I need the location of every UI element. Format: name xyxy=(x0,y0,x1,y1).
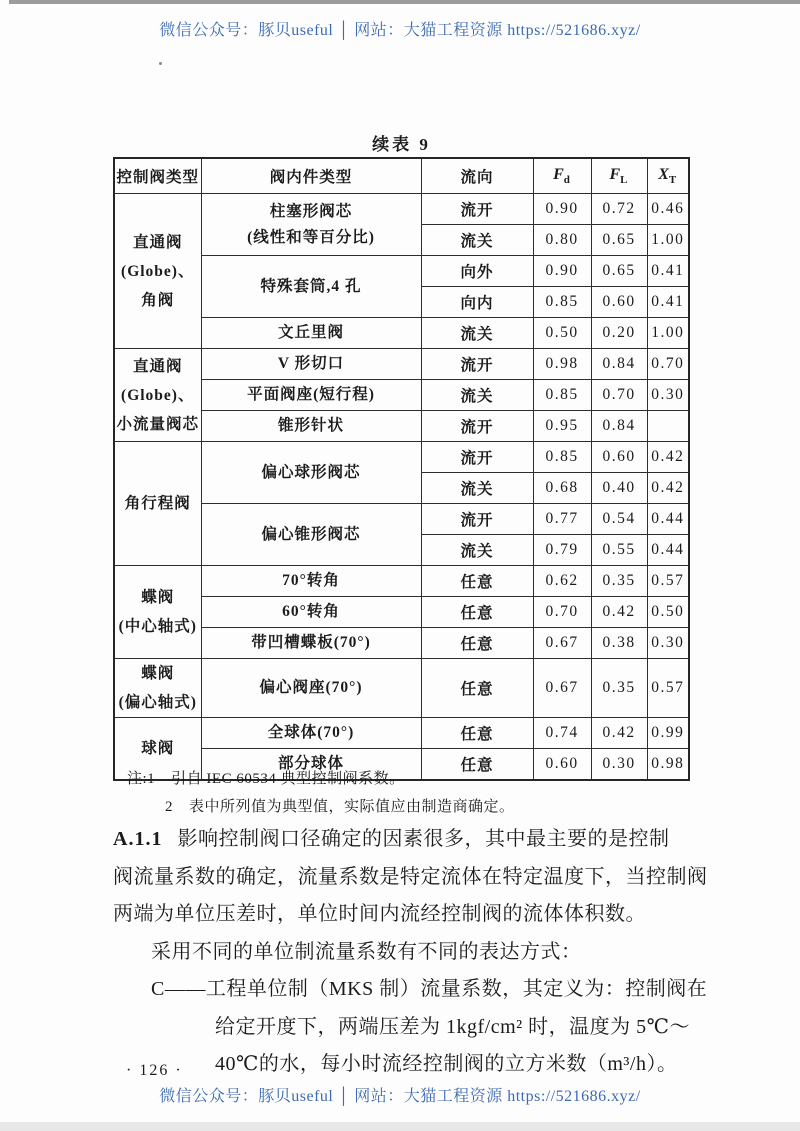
cell-line: 70°转角 xyxy=(282,572,340,589)
fd-value-cell: 0.85 xyxy=(533,287,591,318)
fd-value-cell: 0.62 xyxy=(533,566,591,597)
xt-value-cell: 0.70 xyxy=(647,349,689,380)
scan-edge-bottom xyxy=(0,1122,800,1131)
clause-number: A.1.1 xyxy=(113,828,163,850)
flow-direction-cell: 流开 xyxy=(421,194,533,225)
cell-line: 直通阀 xyxy=(132,357,183,375)
fd-value-cell: 0.50 xyxy=(533,318,591,349)
trim-type-cell xyxy=(201,318,421,349)
table-row xyxy=(114,380,689,411)
trim-type-cell xyxy=(201,442,421,504)
flow-direction-cell: 流开 xyxy=(421,411,533,442)
flow-direction-cell: 任意 xyxy=(421,597,533,628)
fd-value-cell: 0.67 xyxy=(533,659,591,718)
symbol-subscript: d xyxy=(563,174,571,187)
cell-line: 平面阀座(短行程) xyxy=(247,386,375,403)
xt-value-cell: 0.44 xyxy=(647,535,689,566)
symbol-label: X xyxy=(658,165,669,183)
text-line xyxy=(113,1046,695,1084)
cell-line: (中心轴式) xyxy=(118,618,197,635)
table-row xyxy=(114,411,689,442)
text-line xyxy=(113,896,695,934)
fd-value-cell: 0.85 xyxy=(533,442,591,473)
fl-value-cell: 0.65 xyxy=(591,256,647,287)
fd-value-cell: 0.79 xyxy=(533,535,591,566)
fd-value-cell: 0.98 xyxy=(533,349,591,380)
flow-direction-cell: 流关 xyxy=(421,473,533,504)
trim-type-cell xyxy=(201,504,421,566)
cell-line: 全球体(70°) xyxy=(267,724,355,741)
symbol-subscript: T xyxy=(668,174,678,187)
fl-value-cell: 0.42 xyxy=(591,597,647,628)
fd-value-cell: 0.80 xyxy=(533,225,591,256)
fl-value-cell: 0.70 xyxy=(591,380,647,411)
cell-line: V 形切口 xyxy=(277,355,345,372)
fd-value-cell: 0.70 xyxy=(533,597,591,628)
fl-value-cell: 0.40 xyxy=(591,473,647,504)
xt-value-cell: 0.42 xyxy=(647,442,689,473)
trim-type-cell xyxy=(201,194,421,256)
trim-type-cell xyxy=(201,659,421,718)
valve-type-cell xyxy=(114,566,201,659)
cell-line: 柱塞形阀芯 xyxy=(269,202,353,220)
table-row xyxy=(114,349,689,380)
table-title: 续表 9 xyxy=(372,135,431,154)
table-row xyxy=(114,194,689,225)
cell-line: (线性和等百分比) xyxy=(247,228,375,246)
cell-line: 锥形针状 xyxy=(277,417,344,434)
trim-type-cell xyxy=(201,597,421,628)
fl-value-cell: 0.60 xyxy=(591,287,647,318)
valve-type-cell xyxy=(114,442,201,566)
xt-value-cell: 0.46 xyxy=(647,194,689,225)
note-text: 引自 IEC 60534 典型控制阀系数。 xyxy=(171,771,405,787)
column-header-col1: 阀内件类型 xyxy=(201,158,421,194)
symbol-label: F xyxy=(609,165,621,183)
valve-type-cell xyxy=(114,349,201,442)
line-text: 阀流量系数的确定，流量系数是特定流体在特定温度下，当控制阀 xyxy=(113,865,708,888)
trim-type-cell xyxy=(201,718,421,749)
table-row xyxy=(114,504,689,535)
flow-direction-cell: 任意 xyxy=(421,749,533,781)
cell-line: 球阀 xyxy=(141,740,175,757)
fl-value-cell: 0.72 xyxy=(591,194,647,225)
trim-type-cell xyxy=(201,628,421,659)
cell-line: 偏心阀座(70°) xyxy=(259,679,363,696)
cell-line: 60°转角 xyxy=(282,603,340,620)
flow-direction-cell: 流关 xyxy=(421,535,533,566)
valve-type-cell xyxy=(114,194,201,349)
xt-value-cell: 0.99 xyxy=(647,718,689,749)
cell-line: 偏心锥形阀芯 xyxy=(261,525,361,543)
fd-value-cell: 0.77 xyxy=(533,504,591,535)
column-header-xt xyxy=(647,158,689,194)
fl-value-cell: 0.84 xyxy=(591,349,647,380)
flow-direction-cell: 流开 xyxy=(421,442,533,473)
symbol-subscript: L xyxy=(620,174,629,187)
flow-direction-cell: 向内 xyxy=(421,287,533,318)
flow-direction-cell: 流关 xyxy=(421,225,533,256)
cell-line: 小流量阀芯 xyxy=(116,415,199,433)
table-notes xyxy=(127,765,689,821)
cell-line: (Globe)、 xyxy=(121,386,195,404)
xt-value-cell: 0.57 xyxy=(647,659,689,718)
xt-value-cell: 0.30 xyxy=(647,628,689,659)
xt-value-cell: 0.41 xyxy=(647,287,689,318)
watermark-header: 微信公众号：豚贝useful │ 网站：大猫工程资源 https://521686.xyz/ xyxy=(159,22,641,39)
line-text: 给定开度下，两端压差为 1kgf/cm² 时，温度为 5℃～ xyxy=(215,1015,691,1038)
flow-direction-cell: 流开 xyxy=(421,504,533,535)
note-label: 注:1 xyxy=(127,771,156,787)
flow-direction-cell: 任意 xyxy=(421,566,533,597)
fl-value-cell: 0.38 xyxy=(591,628,647,659)
text-line xyxy=(113,934,695,972)
xt-value-cell: 0.44 xyxy=(647,504,689,535)
note-label: 2 xyxy=(165,799,173,815)
cell-line: 偏心球形阀芯 xyxy=(261,463,361,481)
note-text: 表中所列值为典型值，实际值应由制造商确定。 xyxy=(189,799,515,815)
fd-value-cell: 0.90 xyxy=(533,256,591,287)
table-row xyxy=(114,597,689,628)
cell-line: (偏心轴式) xyxy=(118,694,197,711)
fd-value-cell: 0.68 xyxy=(533,473,591,504)
table-header-row xyxy=(114,158,689,194)
fl-value-cell: 0.55 xyxy=(591,535,647,566)
trim-type-cell xyxy=(201,566,421,597)
cell-line: 直通阀 xyxy=(132,233,183,251)
fl-value-cell: 0.20 xyxy=(591,318,647,349)
line-text: C——工程单位制（MKS 制）流量系数，其定义为：控制阀在 xyxy=(151,978,708,1000)
coefficients-table xyxy=(113,157,690,781)
line-text: 采用不同的单位制流量系数有不同的表达方式： xyxy=(151,940,582,963)
flow-direction-cell: 流关 xyxy=(421,380,533,411)
note-line xyxy=(127,765,689,793)
watermark-footer: 微信公众号：豚贝useful │ 网站：大猫工程资源 https://521686.xyz/ xyxy=(159,1088,641,1105)
fl-value-cell: 0.60 xyxy=(591,442,647,473)
symbol-label: F xyxy=(553,165,564,183)
fd-value-cell: 0.60 xyxy=(533,749,591,781)
text-line xyxy=(113,859,708,897)
flow-direction-cell: 流关 xyxy=(421,318,533,349)
fl-value-cell: 0.35 xyxy=(591,659,647,718)
table-row xyxy=(114,442,689,473)
xt-value-cell: 0.50 xyxy=(647,597,689,628)
fd-value-cell: 0.95 xyxy=(533,411,591,442)
fl-value-cell: 0.54 xyxy=(591,504,647,535)
fl-value-cell: 0.35 xyxy=(591,566,647,597)
fl-value-cell: 0.84 xyxy=(591,411,647,442)
table-container xyxy=(113,157,690,781)
cell-line: 特殊套筒,4 孔 xyxy=(260,277,362,295)
xt-value-cell: 1.00 xyxy=(647,225,689,256)
fd-value-cell: 0.90 xyxy=(533,194,591,225)
line-text: 两端为单位压差时，单位时间内流经控制阀的流体体积数。 xyxy=(113,903,646,925)
cell-line: 蝶阀 xyxy=(141,589,175,606)
cell-line: (Globe)、 xyxy=(121,262,195,280)
column-header-fd xyxy=(533,158,591,194)
trim-type-cell xyxy=(201,380,421,411)
xt-value-cell: 0.98 xyxy=(647,749,689,781)
page-number: · 126 · xyxy=(126,1062,183,1079)
fd-value-cell: 0.85 xyxy=(533,380,591,411)
flow-direction-cell: 任意 xyxy=(421,628,533,659)
fl-value-cell: 0.30 xyxy=(591,749,647,781)
xt-value-cell: 0.42 xyxy=(647,473,689,504)
table-row xyxy=(114,718,689,749)
flow-direction-cell: 任意 xyxy=(421,718,533,749)
line-text: 40℃的水，每小时流经控制阀的立方米数（m³/h）。 xyxy=(215,1053,678,1075)
table-row xyxy=(114,566,689,597)
cell-line: 带凹槽蝶板(70°) xyxy=(251,634,371,651)
xt-value-cell: 1.00 xyxy=(647,318,689,349)
xt-value-cell: 0.30 xyxy=(647,380,689,411)
xt-value-cell: 0.57 xyxy=(647,566,689,597)
scan-artifact-dot xyxy=(159,62,162,65)
flow-direction-cell: 任意 xyxy=(421,659,533,718)
cell-line: 部分球体 xyxy=(277,755,344,772)
line-text: 影响控制阀口径确定的因素很多，其中最主要的是控制 xyxy=(177,828,670,850)
table-body xyxy=(114,194,689,781)
xt-value-cell xyxy=(647,411,689,442)
fl-value-cell: 0.65 xyxy=(591,225,647,256)
column-header-fl xyxy=(591,158,647,194)
scan-edge-top xyxy=(9,0,800,4)
text-line xyxy=(113,971,708,1009)
cell-line: 蝶阀 xyxy=(141,665,175,682)
column-header-col0: 控制阀类型 xyxy=(114,158,201,194)
clause-paragraphs xyxy=(113,821,708,1084)
fl-value-cell: 0.42 xyxy=(591,718,647,749)
xt-value-cell: 0.41 xyxy=(647,256,689,287)
cell-line: 角阀 xyxy=(141,291,175,309)
cell-line: 文丘里阀 xyxy=(277,324,344,341)
table-row xyxy=(114,256,689,287)
fd-value-cell: 0.67 xyxy=(533,628,591,659)
trim-type-cell xyxy=(201,411,421,442)
note-line xyxy=(127,793,689,821)
flow-direction-cell: 向外 xyxy=(421,256,533,287)
fd-value-cell: 0.74 xyxy=(533,718,591,749)
trim-type-cell xyxy=(201,349,421,380)
table-row xyxy=(114,628,689,659)
trim-type-cell xyxy=(201,256,421,318)
column-header-col2: 流向 xyxy=(421,158,533,194)
flow-direction-cell: 流开 xyxy=(421,349,533,380)
text-line xyxy=(113,821,695,859)
valve-type-cell xyxy=(114,659,201,718)
cell-line: 角行程阀 xyxy=(124,495,191,512)
text-line xyxy=(113,1009,695,1047)
table-row xyxy=(114,659,689,718)
table-row xyxy=(114,318,689,349)
